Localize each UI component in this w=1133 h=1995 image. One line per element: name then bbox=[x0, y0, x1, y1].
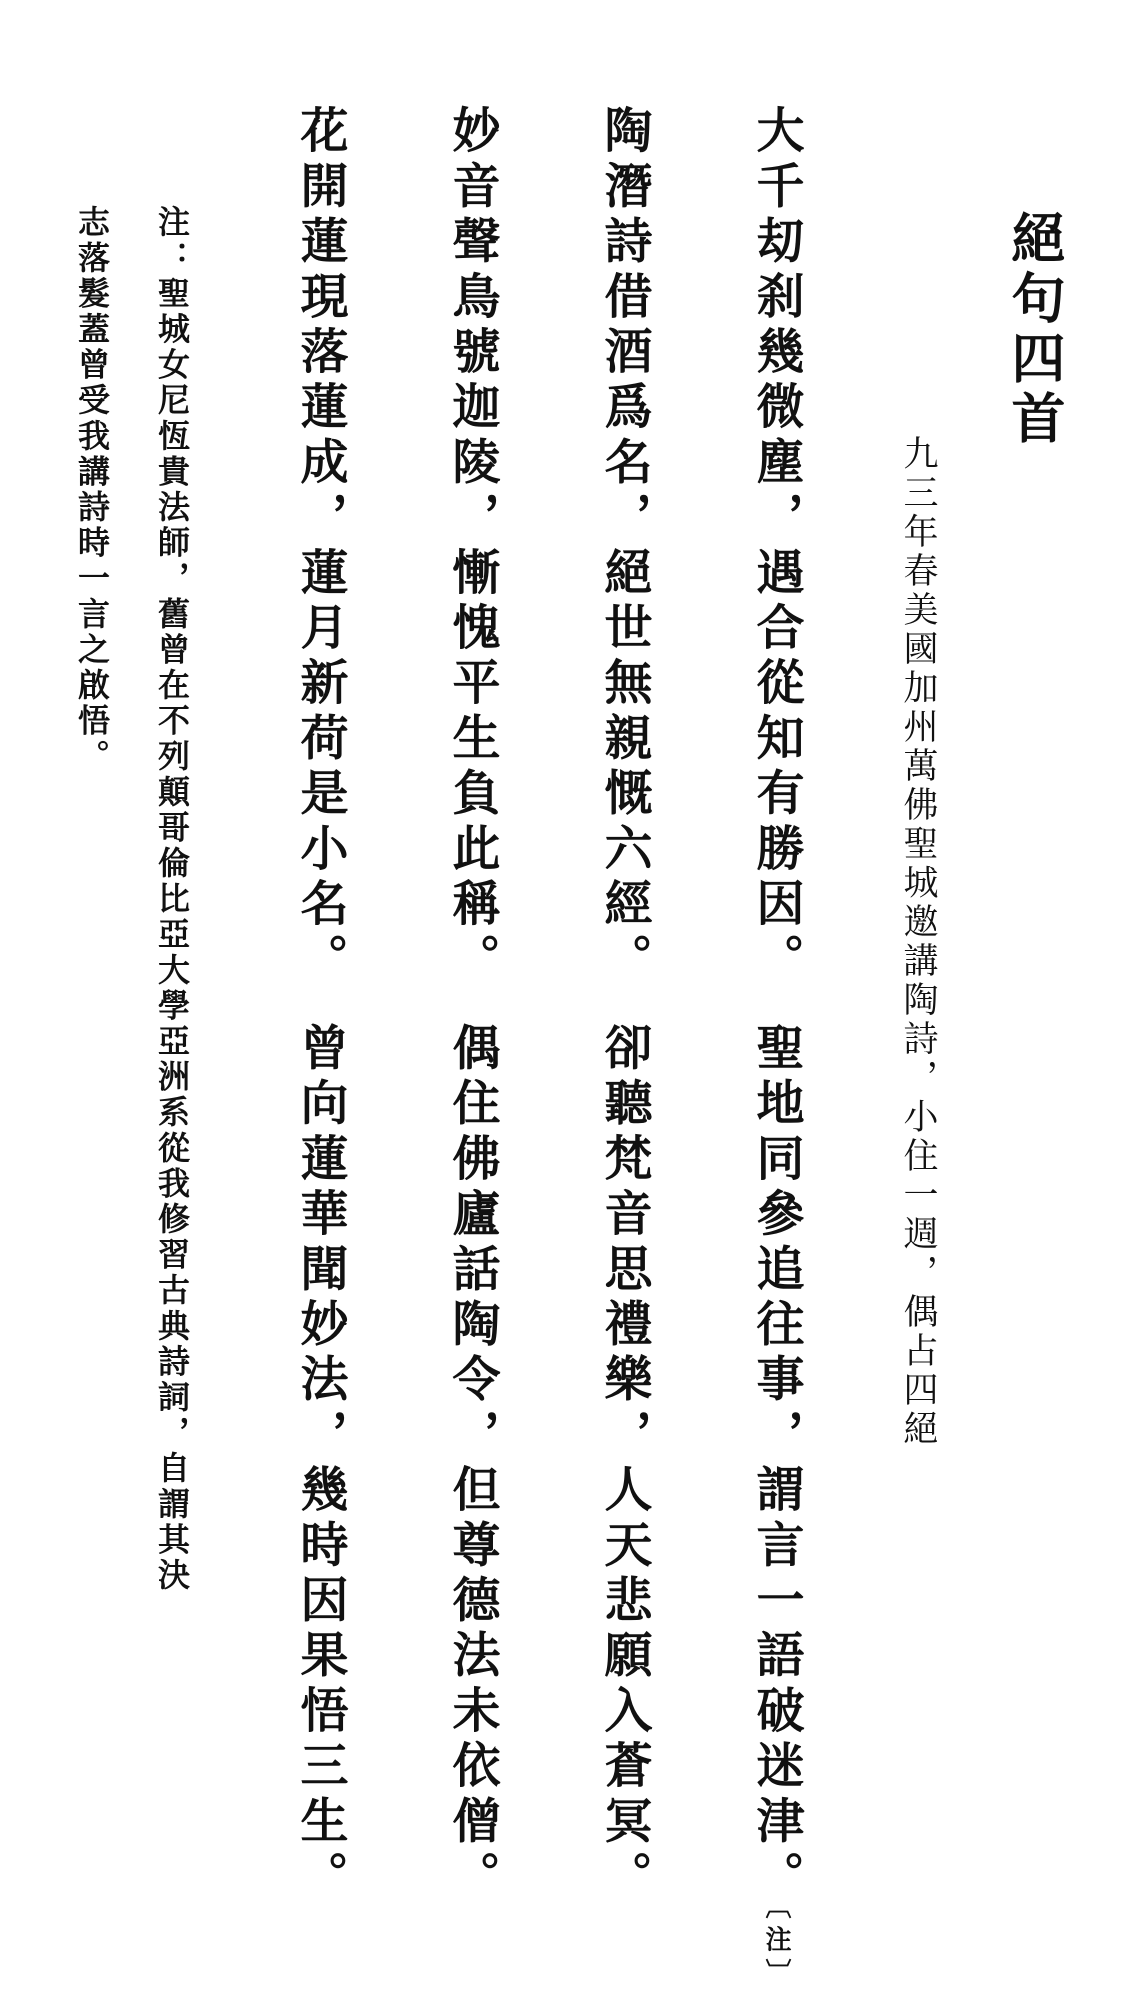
page-title: 絕句四首 bbox=[1003, 210, 1067, 450]
poem-2 bbox=[596, 105, 652, 1906]
poem-line: 大千刧刹幾微塵， bbox=[748, 105, 804, 547]
poem-line: 妙音聲鳥號迦陵， bbox=[444, 105, 500, 547]
poem-line: 花開蓮現落蓮成， bbox=[292, 105, 348, 547]
poem-line: 曾向蓮華聞妙法， bbox=[292, 1022, 348, 1464]
poem-line: 人天悲願入蒼冥。 bbox=[596, 1463, 652, 1906]
note-marker: 〔注〕 bbox=[761, 1905, 791, 1993]
poem-line: 但尊德法未依僧。 bbox=[444, 1463, 500, 1906]
poem-line: 蓮月新荷是小名。 bbox=[292, 546, 348, 989]
footnote-line-2: 志落髮蓋曾受我講詩時一言之啟悟。 bbox=[73, 205, 111, 775]
poem-line: 絕世無親慨六經。 bbox=[596, 546, 652, 989]
footnote-line-1: 注：聖城女尼恆貴法師，舊曾在不列顛哥倫比亞大學亞洲系從我修習古典詩詞，自謂其決 bbox=[153, 205, 191, 1594]
poem-line: 慚愧平生負此稱。 bbox=[444, 546, 500, 989]
poem-line: 偶住佛廬話陶令， bbox=[444, 1022, 500, 1464]
poem-3 bbox=[444, 105, 500, 1906]
poem-line: 謂言一語破迷津。 bbox=[748, 1463, 804, 1906]
poem-4 bbox=[292, 105, 348, 1906]
poem-line: 聖地同參追往事， bbox=[748, 1022, 804, 1464]
poem-1 bbox=[748, 105, 804, 1993]
poem-line: 幾時因果悟三生。 bbox=[292, 1463, 348, 1906]
poem-line: 陶潛詩借酒爲名， bbox=[596, 105, 652, 547]
subtitle: 九三年春美國加州萬佛聖城邀講陶詩，小住一週，偶占四絕 bbox=[898, 435, 938, 1449]
poem-line: 遇合從知有勝因。 bbox=[748, 546, 804, 989]
poem-line: 卻聽梵音思禮樂， bbox=[596, 1022, 652, 1464]
